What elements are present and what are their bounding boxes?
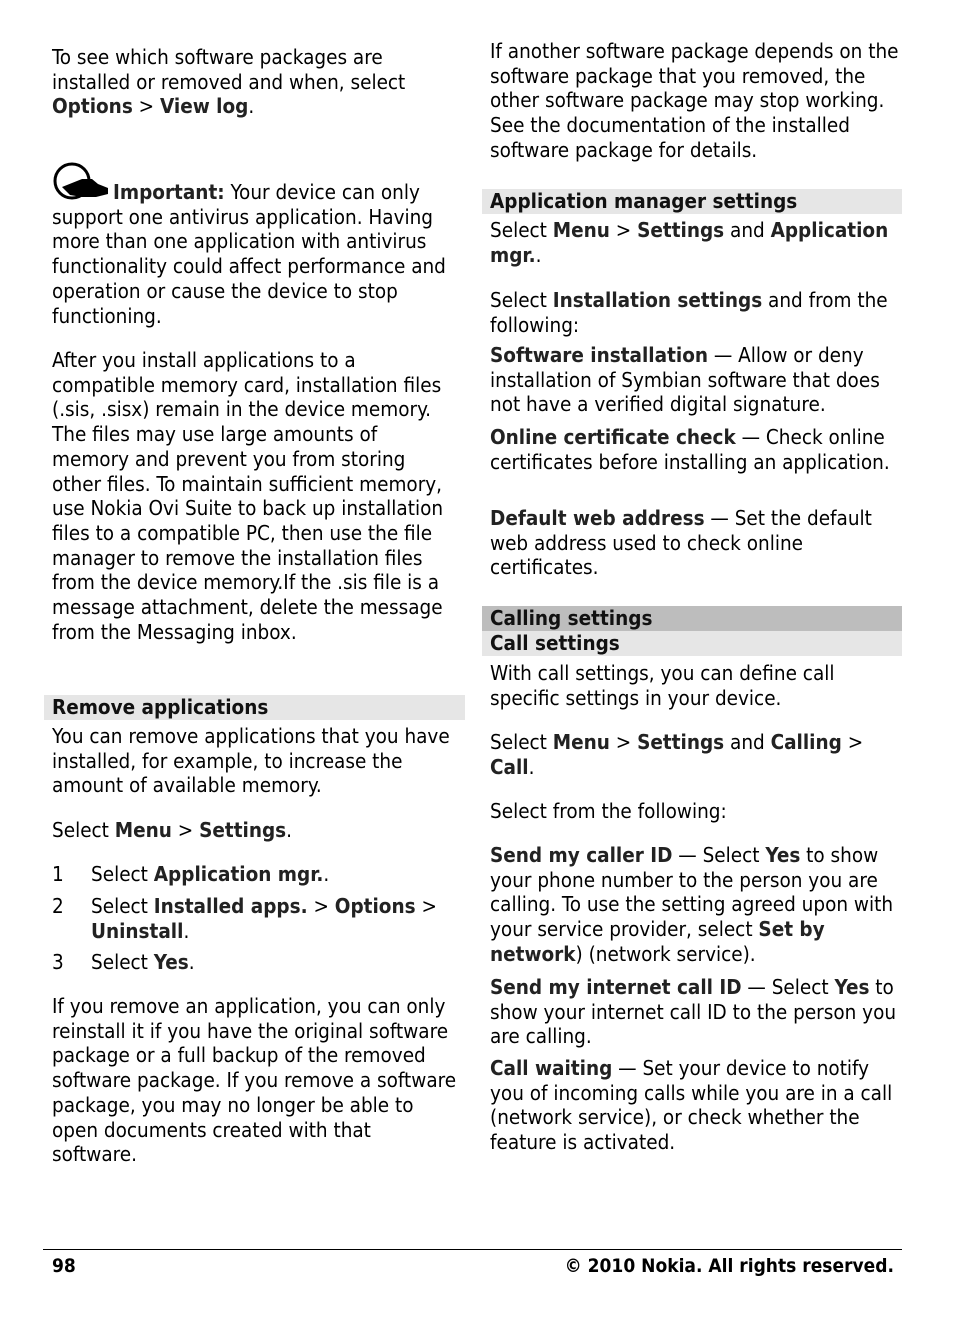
settings-term: Settings: [637, 730, 725, 754]
remove-intro-paragraph: You can remove applications that you have installed, for example, to increase the amount of available memory.: [52, 724, 450, 798]
call-settings-heading: Call settings: [482, 631, 902, 656]
select-following-paragraph: Select from the following:: [490, 799, 727, 823]
application-mgr-term: Application mgr.: [153, 862, 324, 886]
call-intro-paragraph: With call settings, you can define call specific settings in your device.: [490, 661, 835, 710]
option-term: Default web address: [490, 506, 705, 530]
set-by-network-term: Set by network: [490, 917, 825, 966]
view-log-term: View log: [159, 94, 249, 119]
step-number: 1: [52, 862, 64, 886]
reinstall-paragraph: If you remove an application, you can only reinstall it if you have the original software package or a full backup of the removed software package. If you remove a software package, you may no longer be able to open documents created with that software.: [52, 994, 457, 1167]
settings-term: Settings: [199, 818, 287, 842]
view-log-paragraph: [52, 45, 460, 119]
separator: >: [171, 818, 200, 842]
options-term: Options: [52, 94, 133, 119]
step-text: Select Yes.: [91, 950, 195, 974]
settings-term: Settings: [637, 218, 725, 242]
page-number: 98: [52, 1255, 76, 1277]
call-select-paragraph: Select Menu > Settings and Calling > Call.: [490, 730, 864, 779]
calling-settings-heading: Calling settings: [482, 606, 902, 631]
online-certificate-option: [490, 425, 900, 474]
call-term: Call: [490, 754, 529, 779]
yes-term: Yes: [834, 975, 870, 999]
remove-applications-heading: Remove applications: [44, 695, 465, 720]
install-paragraph: After you install applications to a compatible memory card, installation files (.sis, .sisx) remain in the device memory. The files may use large amounts of memory and prevent you from storing other files. To maintain sufficient memory, use Nokia Ovi Suite to back up installation files to a compatible PC, then use the file manager to remove the installation files from the device memory.If the .sis file is a message attachment, delete the message from the Messaging inbox.: [52, 348, 444, 644]
important-label: Important:: [113, 180, 225, 204]
footer-divider: [43, 1249, 902, 1250]
option-term: Send my internet call ID: [490, 975, 742, 999]
step-text: Select Application mgr..: [91, 862, 330, 886]
option-desc: — Check online certificates before installing an application.: [490, 425, 890, 474]
installation-settings-term: Installation settings: [552, 288, 763, 312]
option-term: Online certificate check: [490, 425, 736, 449]
default-web-address-option: [490, 506, 900, 580]
call-waiting-option: [490, 1056, 900, 1155]
appmgr-select-paragraph: Select Menu > Settings and Application mgr..: [490, 218, 889, 267]
options-term: Options: [334, 894, 416, 918]
menu-term: Menu: [114, 818, 172, 842]
option-desc: — Set your device to notify you of incoming calls while you are in a call (network service), or check whether the feature is activated.: [490, 1056, 893, 1155]
important-text: Your device can only support one antivirus application. Having more than one application with antivirus functionality could affect performance and operation or cause the device to stop functioning.: [52, 180, 446, 328]
option-desc: — Allow or deny installation of Symbian software that does not have a verified digital signature.: [490, 343, 880, 417]
step-number: 2: [52, 894, 64, 918]
yes-term: Yes: [765, 843, 801, 867]
yes-term: Yes: [153, 950, 189, 974]
text: Select: [52, 818, 115, 842]
text: To see which software packages are installed or removed and when, select: [52, 45, 406, 94]
text: .: [286, 818, 293, 842]
uninstall-term: Uninstall: [91, 918, 184, 943]
step-number: 3: [52, 950, 64, 974]
menu-term: Menu: [552, 218, 610, 242]
application-manager-settings-heading: Application manager settings: [482, 189, 902, 214]
option-term: Send my caller ID: [490, 843, 673, 867]
option-desc: — Set the default web address used to check online certificates.: [490, 506, 872, 580]
option-term: Software installation: [490, 343, 709, 367]
installation-settings-paragraph: Select Installation settings and from the following:: [490, 288, 888, 337]
separator: >: [132, 94, 160, 119]
text: .: [248, 94, 255, 119]
select-settings-paragraph: [52, 818, 460, 843]
installed-apps-term: Installed apps.: [153, 894, 308, 918]
application-mgr-term: Application mgr.: [490, 218, 889, 267]
menu-term: Menu: [552, 730, 610, 754]
send-caller-id-option: Send my caller ID — Select Yes to show your phone number to the person you are calling. To use the setting agreed upon with your service provider, select Set by network) (network service).: [490, 843, 894, 966]
step-text: Select Installed apps. > Options > Uninstall.: [91, 894, 437, 943]
option-term: Call waiting: [490, 1056, 613, 1080]
important-paragraph: [52, 180, 460, 328]
calling-term: Calling: [770, 730, 842, 754]
copyright: © 2010 Nokia. All rights reserved.: [564, 1255, 894, 1277]
send-internet-call-id-option: Send my internet call ID — Select Yes to show your internet call ID to the person you are calling.: [490, 975, 897, 1049]
depends-paragraph: If another software package depends on the software package that you removed, the other software package may stop working. See the documentation of the installed software package for details.: [490, 39, 899, 162]
software-installation-option: [490, 343, 900, 417]
